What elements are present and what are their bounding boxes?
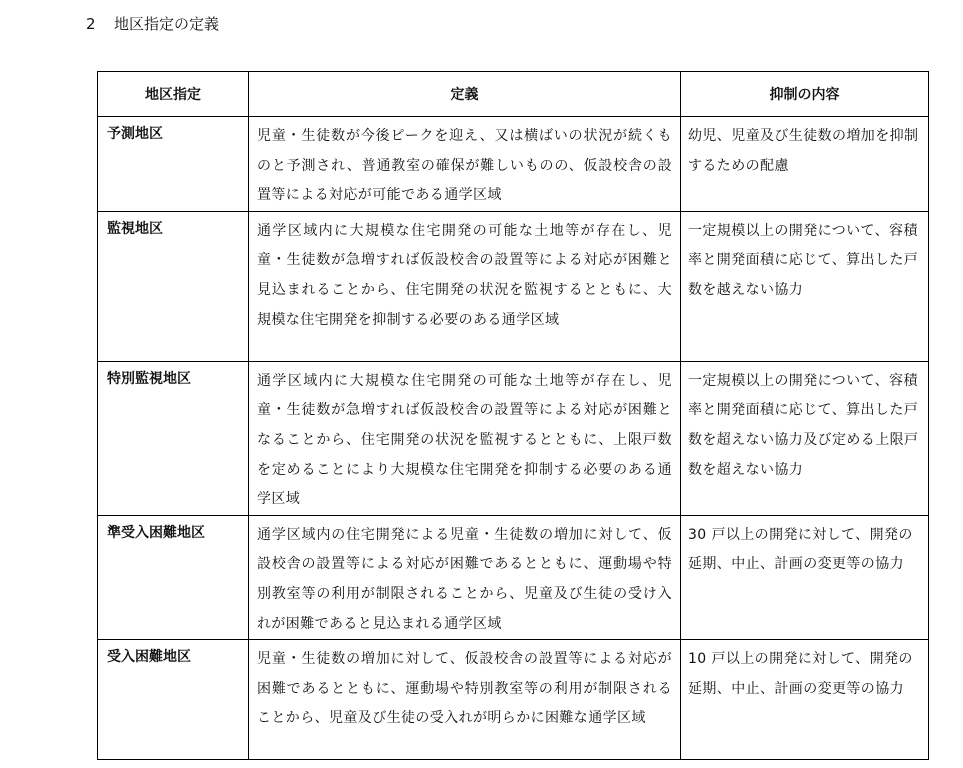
restriction-text: 30 戸以上の開発に対して、開発の延期、中止、計画の変更等の協力 <box>688 526 913 573</box>
table-row <box>98 117 929 212</box>
district-name: 準受入困難地区 <box>107 524 205 541</box>
restriction-cell <box>681 117 929 212</box>
header-restriction: 抑制の内容 <box>681 72 929 117</box>
header-definition: 定義 <box>249 72 681 117</box>
header-district: 地区指定 <box>98 72 249 117</box>
table-row <box>98 640 929 760</box>
district-name: 特別監視地区 <box>107 370 191 387</box>
district-definition-table <box>97 71 929 760</box>
table-row <box>98 361 929 515</box>
district-cell <box>98 640 249 760</box>
restriction-text: 一定規模以上の開発について、容積率と開発面積に応じて、算出した戸数を超えない協力及び定める上限戸数を超えない協力 <box>688 372 919 478</box>
definition-text: 通学区域内に大規模な住宅開発の可能な土地等が存在し、児童・生徒数が急増すれば仮設校舎の設置等による対応が困難と見込まれることから、住宅開発の状況を監視するとともに、大規模な住宅開発を抑制する必要のある通学区域 <box>257 222 672 328</box>
restriction-text: 幼児、児童及び生徒数の増加を抑制するための配慮 <box>688 128 919 174</box>
district-cell <box>98 117 249 212</box>
district-name: 監視地区 <box>107 220 163 237</box>
district-cell <box>98 211 249 361</box>
district-name: 受入困難地区 <box>107 649 191 666</box>
district-name: 予測地区 <box>107 126 163 142</box>
section-title: 地区指定の定義 <box>114 15 220 33</box>
table-row <box>98 515 929 639</box>
definition-cell <box>249 117 681 212</box>
restriction-cell <box>681 640 929 760</box>
table-header-row <box>98 72 929 117</box>
definition-cell <box>249 515 681 639</box>
definition-cell <box>249 211 681 361</box>
district-cell <box>98 515 249 639</box>
definition-cell <box>249 361 681 515</box>
restriction-cell <box>681 515 929 639</box>
restriction-cell <box>681 361 929 515</box>
definition-text: 児童・生徒数が今後ピークを迎え、又は横ばいの状況が続くものと予測され、普通教室の確保が難しいものの、仮設校舎の設置等による対応が可能である通学区域 <box>257 128 672 204</box>
district-cell <box>98 361 249 515</box>
restriction-text: 一定規模以上の開発について、容積率と開発面積に応じて、算出した戸数を越えない協力 <box>688 222 919 298</box>
definition-cell <box>249 640 681 760</box>
definition-text: 通学区域内の住宅開発による児童・生徒数の増加に対して、仮設校舎の設置等による対応が困難であるとともに、運動場や特別教室等の利用が制限されることから、児童及び生徒の受け入れが困難であると見込まれる通学区域 <box>257 526 672 632</box>
table-row <box>98 211 929 361</box>
definition-text: 通学区域内に大規模な住宅開発の可能な土地等が存在し、児童・生徒数が急増すれば仮設校舎の設置等による対応が困難となることから、住宅開発の状況を監視するとともに、上限戸数を定めることにより大規模な住宅開発を抑制する必要のある通学区域 <box>257 372 672 508</box>
restriction-text: 10 戸以上の開発に対して、開発の延期、中止、計画の変更等の協力 <box>688 651 913 697</box>
restriction-cell <box>681 211 929 361</box>
definition-text: 児童・生徒数の増加に対して、仮設校舎の設置等による対応が困難であるとともに、運動場や特別教室等の利用が制限されることから、児童及び生徒の受入れが明らかに困難な通学区域 <box>257 651 672 727</box>
section-number: 2 <box>86 15 96 33</box>
section-heading <box>86 12 219 36</box>
